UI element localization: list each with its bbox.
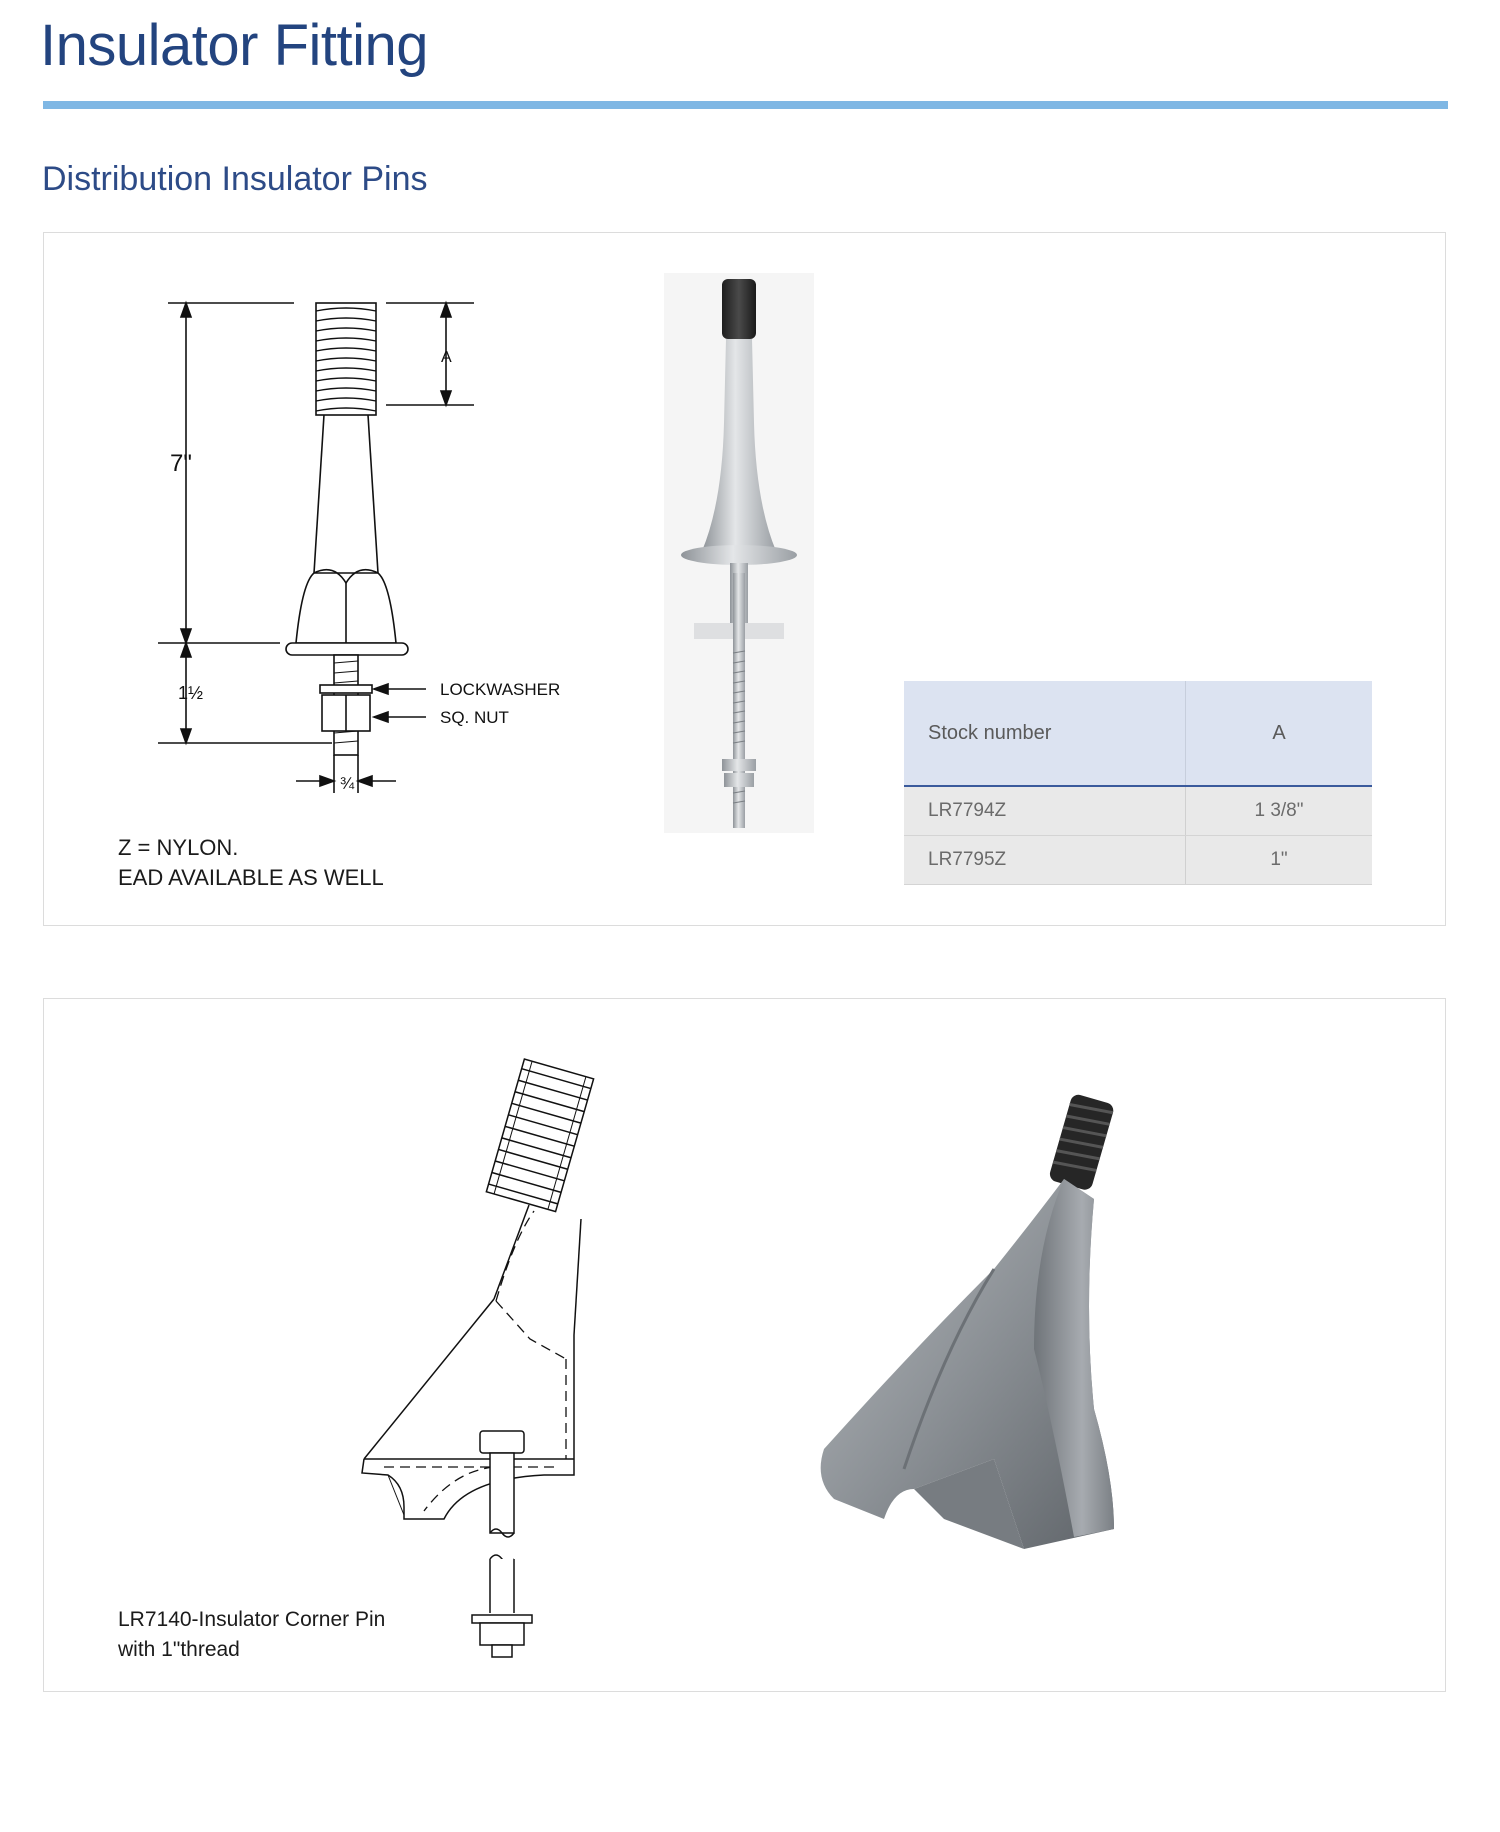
table-row xyxy=(904,836,1372,885)
column-header-stock-number: Stock number xyxy=(904,681,1186,786)
insulator-pin-drawing xyxy=(44,233,604,873)
product-card-corner-pin xyxy=(43,998,1446,1692)
section-title: Distribution Insulator Pins xyxy=(42,160,428,198)
lockwasher-label: LOCKWASHER xyxy=(440,680,561,699)
caption-line-2: with 1"thread xyxy=(118,1638,240,1661)
sq-nut-label: SQ. NUT xyxy=(440,708,509,727)
corner-pin-drawing xyxy=(344,1039,684,1659)
column-header-a: A xyxy=(1186,681,1373,786)
table-row xyxy=(904,786,1372,836)
stock-number-cell: LR7795Z xyxy=(904,836,1186,885)
caption-line-1: LR7140-Insulator Corner Pin xyxy=(118,1608,386,1631)
dimension-a-label: A xyxy=(441,349,452,366)
material-note xyxy=(118,833,384,893)
page-title: Insulator Fitting xyxy=(40,13,429,78)
note-line-2: EAD AVAILABLE AS WELL xyxy=(118,865,384,890)
note-line-1: Z = NYLON. xyxy=(118,835,239,860)
insulator-pin-photo xyxy=(664,273,814,833)
height-dimension-label: 7" xyxy=(170,450,192,477)
title-divider xyxy=(43,101,1448,109)
corner-pin-caption xyxy=(118,1605,385,1665)
table-header-row xyxy=(904,681,1372,786)
stock-number-cell: LR7794Z xyxy=(904,786,1186,836)
corner-pin-photo xyxy=(794,1049,1194,1589)
diameter-label: ¾ xyxy=(340,774,355,793)
base-dimension-label: 1½ xyxy=(178,683,204,703)
product-card-insulator-pin xyxy=(43,232,1446,926)
dimension-a-cell: 1" xyxy=(1186,836,1373,885)
stock-number-table xyxy=(904,681,1372,885)
dimension-a-cell: 1 3/8" xyxy=(1186,786,1373,836)
